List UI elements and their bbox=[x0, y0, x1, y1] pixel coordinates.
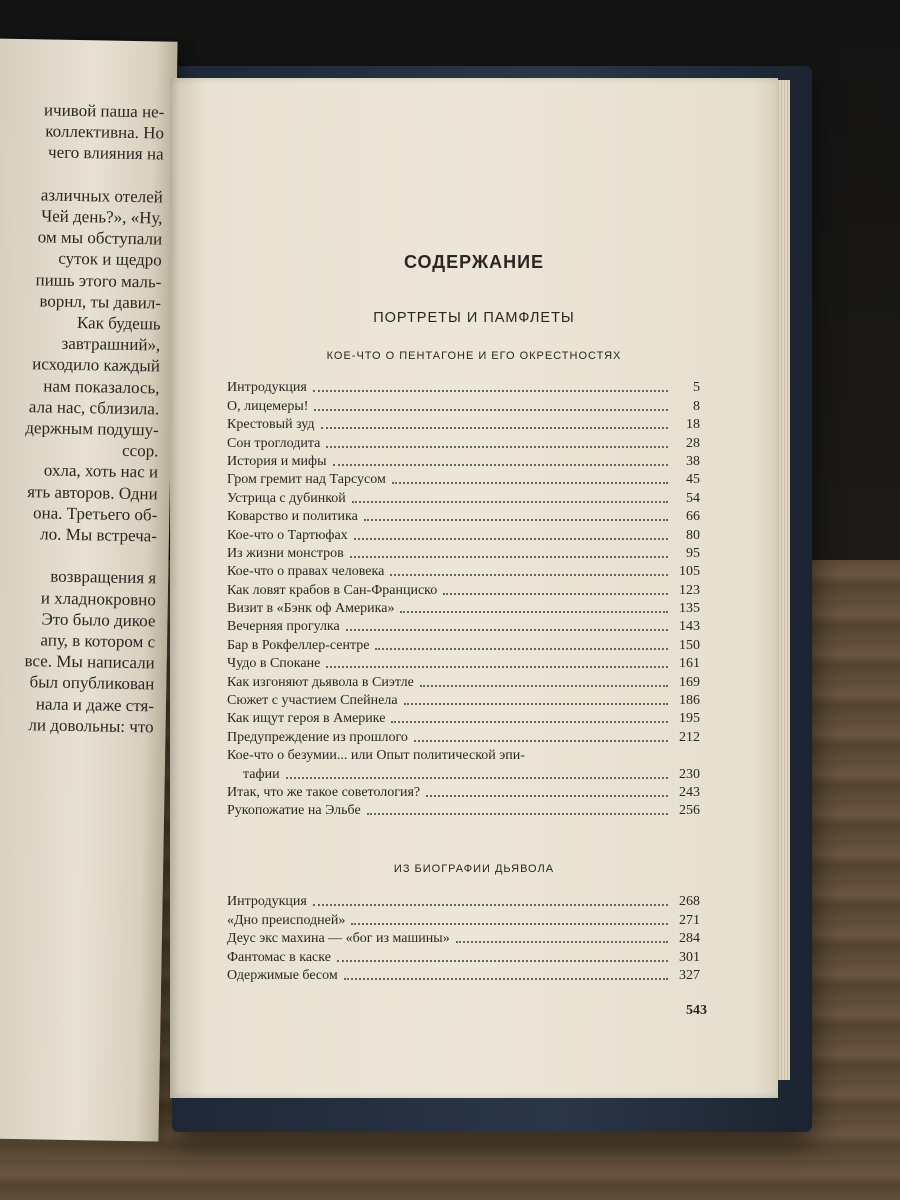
left-page-line: нала и даже стя- bbox=[35, 694, 155, 716]
toc-entry bbox=[227, 635, 700, 653]
toc-entry-title: Коварство и политика bbox=[227, 509, 358, 525]
left-page-line: суток и щедро bbox=[58, 249, 162, 270]
dot-leader bbox=[443, 593, 668, 595]
dot-leader bbox=[326, 666, 668, 668]
toc-entry-title: Кое-что о правах человека bbox=[227, 564, 385, 580]
left-page-line: Как будешь bbox=[76, 313, 161, 334]
dot-leader bbox=[337, 960, 668, 962]
dot-leader bbox=[350, 556, 668, 558]
left-page-line bbox=[0, 544, 157, 568]
toc-entry-title: История и мифы bbox=[227, 453, 327, 469]
toc-entry-title: Сюжет с участием Спейнела bbox=[227, 693, 398, 709]
dot-leader bbox=[400, 611, 668, 613]
dot-leader bbox=[390, 574, 668, 576]
toc-entry-page: 105 bbox=[679, 564, 700, 580]
toc-entry bbox=[227, 966, 700, 984]
left-page-line: исходило каждый bbox=[32, 354, 161, 376]
toc-entry bbox=[227, 507, 700, 525]
toc-entry-title: Сон троглодита bbox=[227, 435, 321, 451]
toc-entry bbox=[227, 378, 700, 396]
toc-entry-title: Фантомас в каске bbox=[227, 949, 331, 965]
toc-entry bbox=[227, 415, 700, 433]
toc-entry-page: 186 bbox=[679, 693, 700, 709]
left-page-line: все. Мы написали bbox=[24, 651, 155, 673]
left-page-line: был опубликован bbox=[29, 672, 155, 694]
contents-title: СОДЕРЖАНИЕ bbox=[403, 252, 545, 272]
toc-entry bbox=[227, 470, 700, 488]
toc-entry-page: 5 bbox=[693, 380, 700, 396]
toc-entry-page: 256 bbox=[679, 803, 700, 819]
dot-leader bbox=[404, 703, 668, 705]
toc-entry-page: 45 bbox=[686, 472, 700, 488]
toc-entry bbox=[227, 672, 700, 690]
dot-leader bbox=[313, 904, 668, 906]
toc-entry bbox=[227, 746, 700, 764]
toc-entry-page: 150 bbox=[679, 637, 700, 653]
left-page-line: коллективна. Но bbox=[45, 121, 165, 143]
toc-entry bbox=[227, 562, 700, 580]
dot-leader bbox=[426, 795, 668, 797]
contents-page bbox=[170, 78, 778, 1098]
toc-entry-page: 54 bbox=[686, 490, 700, 506]
left-page-line: ворнл, ты давил- bbox=[39, 291, 162, 313]
dot-leader bbox=[367, 813, 668, 815]
toc-entry bbox=[227, 525, 700, 543]
toc-entry bbox=[227, 709, 700, 727]
dot-leader bbox=[414, 740, 668, 742]
toc-entry-title: Кое-что о Тартюфах bbox=[227, 527, 348, 543]
toc-entry bbox=[227, 452, 700, 470]
page-number: 543 bbox=[686, 1003, 707, 1018]
toc-entry bbox=[227, 929, 700, 947]
dot-leader bbox=[351, 923, 668, 925]
toc-entry-page: 123 bbox=[679, 582, 700, 598]
toc-entry-title: Предупреждение из прошлого bbox=[227, 729, 408, 745]
toc-entry-page: 212 bbox=[679, 729, 700, 745]
left-page bbox=[0, 38, 178, 1141]
toc-entry bbox=[227, 599, 700, 617]
left-page-line: охла, хоть нас и bbox=[43, 460, 159, 482]
left-page-line bbox=[0, 162, 163, 186]
toc-entry-title: Вечерняя прогулка bbox=[227, 619, 340, 635]
left-page-line: ала нас, сблизила. bbox=[28, 397, 160, 419]
toc-entry-title: Рукопожатие на Эльбе bbox=[227, 803, 361, 819]
toc-entry-title: тафии bbox=[243, 766, 280, 782]
toc-entry-page: 38 bbox=[686, 453, 700, 469]
dot-leader bbox=[314, 409, 668, 411]
dot-leader bbox=[456, 941, 668, 943]
toc-entry bbox=[227, 764, 700, 782]
toc-entry-title: Гром гремит над Тарсусом bbox=[227, 472, 386, 488]
section-title-2: ИЗ БИОГРАФИИ ДЬЯВОЛА bbox=[393, 863, 555, 875]
toc-entry-title: Визит в «Бэнк оф Америка» bbox=[227, 601, 395, 617]
toc-entry-title: Деус экс махина — «бог из машины» bbox=[227, 931, 450, 947]
left-page-line: азличных отелей bbox=[40, 185, 164, 207]
toc-entry-page: 66 bbox=[686, 509, 700, 525]
dot-leader bbox=[321, 427, 668, 429]
toc-entry-title: Одержимые бесом bbox=[227, 967, 338, 983]
left-page-line: ссор. bbox=[121, 441, 159, 461]
toc-entry-page: 230 bbox=[679, 766, 700, 782]
left-page-line: она. Третьего об- bbox=[32, 503, 158, 525]
toc-entry-title: Как изгоняют дьявола в Сиэтле bbox=[227, 674, 414, 690]
toc-entry bbox=[227, 801, 700, 819]
left-page-text bbox=[0, 98, 165, 737]
toc-entry-page: 95 bbox=[686, 545, 700, 561]
left-page-line: держным подушу- bbox=[25, 418, 159, 440]
toc-entry-title: О, лицемеры! bbox=[227, 398, 309, 414]
left-page-line: ичивой паша не- bbox=[43, 100, 165, 122]
toc-entry-title: Бар в Рокфеллер-сентре bbox=[227, 637, 370, 653]
toc-entry-page: 195 bbox=[679, 711, 700, 727]
toc-entry-page: 327 bbox=[679, 967, 700, 983]
toc-entry bbox=[227, 910, 700, 928]
toc-entry-page: 80 bbox=[686, 527, 700, 543]
toc-entry-page: 135 bbox=[679, 601, 700, 617]
dot-leader bbox=[354, 538, 668, 540]
dot-leader bbox=[344, 978, 668, 980]
toc-entry-page: 301 bbox=[679, 949, 700, 965]
dot-leader bbox=[392, 482, 668, 484]
toc-section-1 bbox=[227, 378, 700, 819]
dot-leader bbox=[286, 777, 668, 779]
left-page-line: Это было дикое bbox=[41, 609, 156, 631]
dot-leader bbox=[333, 464, 668, 466]
toc-entry-title: Как ищут героя в Америке bbox=[227, 711, 386, 727]
section-title-1: КОЕ-ЧТО О ПЕНТАГОНЕ И ЕГО ОКРЕСТНОСТЯХ bbox=[326, 350, 622, 362]
toc-entry-page: 243 bbox=[679, 784, 700, 800]
toc-entry bbox=[227, 544, 700, 562]
dot-leader bbox=[346, 629, 668, 631]
toc-entry-title: Чудо в Спокане bbox=[227, 656, 321, 672]
toc-entry bbox=[227, 783, 700, 801]
toc-entry-page: 271 bbox=[679, 912, 700, 928]
dot-leader bbox=[352, 501, 668, 503]
left-page-line: завтрашний», bbox=[61, 333, 161, 355]
toc-section-2 bbox=[227, 892, 700, 984]
toc-entry-title: «Дно преисподней» bbox=[227, 912, 346, 928]
left-page-line: возвращения я bbox=[50, 567, 157, 588]
toc-entry bbox=[227, 488, 700, 506]
toc-entry-page: 8 bbox=[693, 398, 700, 414]
toc-entry-page: 284 bbox=[679, 931, 700, 947]
toc-entry-title: Итак, что же такое советология? bbox=[227, 784, 421, 800]
left-page-line: ять авторов. Одни bbox=[27, 481, 158, 504]
left-page-line: ли довольны: что bbox=[28, 715, 154, 737]
dot-leader bbox=[364, 519, 668, 521]
toc-entry bbox=[227, 727, 700, 745]
toc-entry-title: Кое-что о безумии... или Опыт политической эпи- bbox=[227, 748, 525, 764]
left-page-line: апу, в котором с bbox=[40, 630, 156, 652]
toc-entry-title: Интродукция bbox=[227, 894, 307, 910]
left-page-line: и хладнокровно bbox=[40, 588, 157, 610]
toc-entry-title: Устрица с дубинкой bbox=[227, 490, 346, 506]
toc-entry bbox=[227, 580, 700, 598]
toc-entry bbox=[227, 947, 700, 965]
left-page-line: чего влияния на bbox=[47, 142, 164, 164]
toc-entry bbox=[227, 892, 700, 910]
toc-entry bbox=[227, 654, 700, 672]
left-page-line: ом мы обступали bbox=[37, 227, 163, 249]
toc-entry-page: 143 bbox=[679, 619, 700, 635]
dot-leader bbox=[313, 390, 668, 392]
toc-entry-title: Как ловят крабов в Сан-Франциско bbox=[227, 582, 438, 598]
toc-entry-page: 268 bbox=[679, 894, 700, 910]
dot-leader bbox=[420, 685, 668, 687]
toc-entry-title: Крестовый зуд bbox=[227, 417, 315, 433]
dot-leader bbox=[391, 721, 668, 723]
toc-entry-title: Из жизни монстров bbox=[227, 545, 344, 561]
toc-entry-page: 169 bbox=[679, 674, 700, 690]
left-page-line: пишь этого маль- bbox=[35, 269, 162, 292]
left-page-line: ло. Мы встреча- bbox=[40, 524, 158, 546]
part-title: ПОРТРЕТЫ И ПАМФЛЕТЫ bbox=[373, 310, 575, 326]
toc-entry bbox=[227, 396, 700, 414]
left-page-line: Чей день?», «Ну, bbox=[40, 206, 163, 228]
toc-entry-page: 28 bbox=[686, 435, 700, 451]
left-page-line: нам показалось, bbox=[43, 376, 160, 398]
toc-entry bbox=[227, 617, 700, 635]
toc-entry-page: 18 bbox=[686, 417, 700, 433]
toc-entry-title: Интродукция bbox=[227, 380, 307, 396]
dot-leader bbox=[375, 648, 668, 650]
toc-entry bbox=[227, 691, 700, 709]
toc-entry-page: 161 bbox=[679, 656, 700, 672]
dot-leader bbox=[326, 446, 668, 448]
toc-entry bbox=[227, 433, 700, 451]
